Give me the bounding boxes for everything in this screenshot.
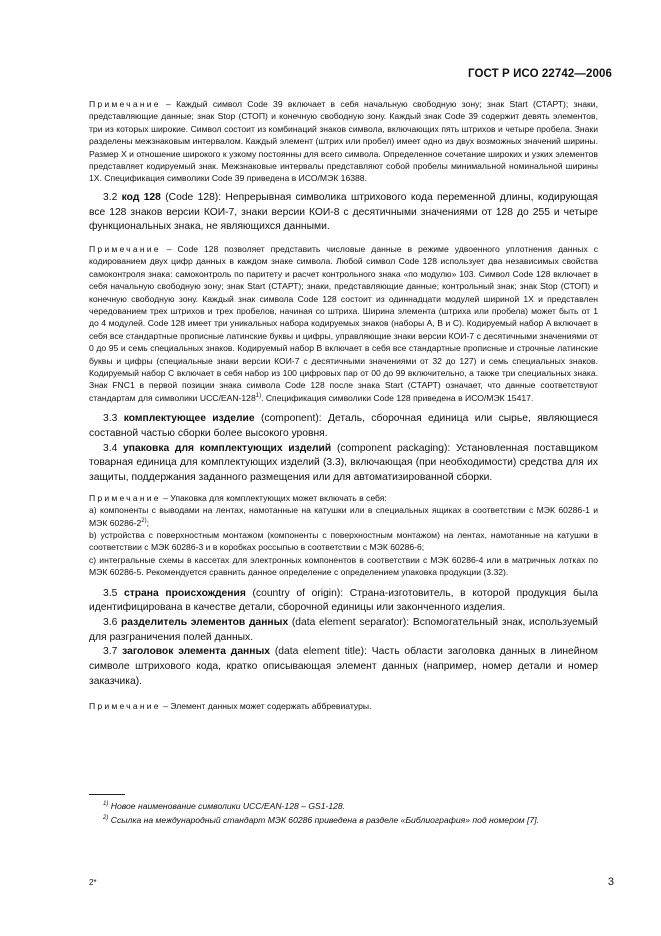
footnote-mark: 2) (103, 815, 109, 822)
term-number: 3.3 (103, 413, 124, 425)
term-definition: (data element title): Часть области заголовка данных в линейном символе штрихового кода, кратко описывающая элемент данных (например, номер детали и номер заказчика). (89, 646, 598, 687)
term-title: упаковка для комплектующих изделий (123, 442, 332, 454)
page-number: 3 (607, 876, 614, 888)
term-number: 3.2 (103, 191, 122, 203)
document-body (89, 98, 598, 712)
note-label: Примечание (89, 243, 161, 254)
note-item-c: c) интегральные схемы в кассетах для электронных компонентов в соответствии с МЭК 60286-4 или в матричных лотках по МЭК 60286-5. Рекомендуется сравнить данное определение с определением упаковка продукции (3.32). (89, 554, 598, 578)
term-3-3 (89, 412, 598, 441)
note-text: – Элемент данных может содержать аббревиатуры. (160, 700, 372, 711)
footnote-ref-2[interactable]: 2) (141, 517, 147, 524)
note-label: Примечание (89, 492, 161, 503)
footnote-2 (89, 814, 598, 826)
note-text-end: . Спецификация символики Code 128 приведена в ИСО/МЭК 15417. (261, 392, 534, 403)
term-title: страна происхождения (123, 587, 246, 599)
footnote-mark: 1) (103, 801, 109, 808)
note-text: – Code 128 позволяет представить числовые данные в режиме удвоенного уплотнения данных с кодированием двух цифр данных в каждом знаке символа. Любой символ Code 128 использует два независимых свойства самоконтроля знака: самоконтроль по паритету и расчет контрольного знака «по модулю» 103. Символ Code 128 включает в себя начальную свободную зону; знак Start (СТАРТ); знаки, представляющие данные; контрольный знак; знак Stop (СТОП) и конечную свободную зону. Каждый знак символа Code 128 состоит из одиннадцати модулей шириной 1X и представлен чередованием трех штрихов и трех пробелов, начиная со штриха. Ширина элемента (штриха или пробела) может быть от 1 до 4 модулей. Code 128 имеет три уникальных набора кодируемых знаков (наборы A, B и C). Кодируемый набор A включает в себя все стандартные прописные латинские буквы и цифры, управляющие знаки версии КОИ-7 с десятичными значениями от 0 до 95 и семь специальных знаков. Кодируемый набор B включает в себя все стандартные прописные и строчные латинские буквы и цифры (специальные знаки версии КОИ-7 с десятичными значениями от 32 до 127) и семь специальных знаков. Кодируемый набор C включает в себя набор из 100 цифровых пар от 00 до 99 включительно, а также три специальных знака. Знак FNC1 в первой позиции знака символа Code 128 после знака Start (СТАРТ) означает, что данные соответствуют стандартам для символики UCC/EAN-128 (89, 243, 598, 403)
term-number: 3.5 (103, 587, 124, 599)
term-title: заголовок элемента данных (122, 646, 271, 658)
note-text: – Каждый символ Code 39 включает в себя начальную свободную зону; знак Start (СТАРТ); знаки, представляющие данные; знак Stop (СТОП) и конечную свободную зону. Каждый знак Code 39 содержит девять элементов, три из которых широкие. Символ состоит из комбинаций знаков символа, включающих пять штрихов и четыре пробела. Знаки разделены межзнаковым интервалом. Каждый элемент (штрих или пробел) имеет одно из двух возможных значений ширины. Размер X и отношение широкого к узкому постоянны для всего символа. Определенное сочетание широких и узких элементов представляет кодируемый знак. Межзнаковые интервалы представляют собой пробелы минимальной номинальной ширины 1X. Спецификация символики Code 39 приведена в ИСО/МЭК 16388. (89, 99, 598, 184)
term-3-4 (89, 442, 598, 486)
term-number: 3.6 (103, 617, 122, 628)
footnote-text: Ссылка на международный стандарт МЭК 60286 приведена в разделе «Библиография» под номером [7]. (108, 815, 539, 825)
term-3-2 (89, 191, 598, 235)
term-number: 3.7 (103, 646, 123, 658)
term-title: код 128 (121, 191, 161, 203)
term-3-6 (89, 616, 598, 645)
footnote-ref-1[interactable]: 1) (255, 392, 262, 399)
note-item-b: b) устройства с поверхностным монтажом (компоненты с поверхностным монтажом) на лентах, намотанные на катушки в соответствии с МЭК 60286-3 и в коробках россыпью в соответствии с МЭК 60286-6; (89, 529, 598, 553)
note-text: – Упаковка для комплектующих может включать в себя: (160, 492, 387, 503)
term-definition: (country of origin): Страна-изготовитель, в которой продукция была идентифицирована в качестве детали, сборочной единицы или законченного изделия. (89, 587, 598, 614)
term-definition: (Code 128): Непрерывная символика штрихового кода переменной длины, кодирующая все 128 знаков версии КОИ-7, знаки версии КОИ-8 с десятичными значениями от 128 до 255 и четыре функциональных знака, не являющихся данными. (89, 191, 598, 233)
note-code128 (89, 243, 598, 404)
term-3-7 (89, 645, 598, 689)
document-header: ГОСТ Р ИСО 22742—2006 (467, 68, 612, 80)
note-label: Примечание (89, 700, 161, 711)
term-definition: (component packaging): Установленная поставщиком товарная единица для комплектующих изделий (3.3), включающая (при необходимости) средства для их защиты, поддержания заданного размещения или для автоматизированной сборки. (89, 442, 598, 484)
note-code39 (89, 98, 598, 185)
note-label: Примечание (89, 99, 161, 109)
term-number: 3.4 (103, 442, 124, 454)
term-definition: (data element separator): Вспомогательный знак, используемый для разграничения полей данных. (89, 617, 598, 643)
footnote-divider (89, 794, 125, 795)
footnote-1 (89, 800, 598, 812)
term-3-5 (89, 587, 598, 616)
note-data-element (89, 700, 598, 712)
sheet-mark: 2* (89, 878, 97, 887)
note-packaging (89, 492, 598, 504)
footnote-text: Новое наименование символики UCC/EAN-128 – GS1-128. (108, 801, 346, 811)
term-definition: (component): Деталь, сборочная единица или сырье, являющиеся составной частью сборки более высокого уровня. (89, 413, 598, 439)
term-title: разделитель элементов данных (121, 617, 289, 628)
term-title: комплектующее изделие (123, 413, 255, 425)
note-item-a: a) компоненты с выводами на лентах, намотанные на катушки или в специальных ящиках в соответствии с МЭК 60286-1 и МЭК 60286-2$^{2)}$; (89, 505, 598, 528)
